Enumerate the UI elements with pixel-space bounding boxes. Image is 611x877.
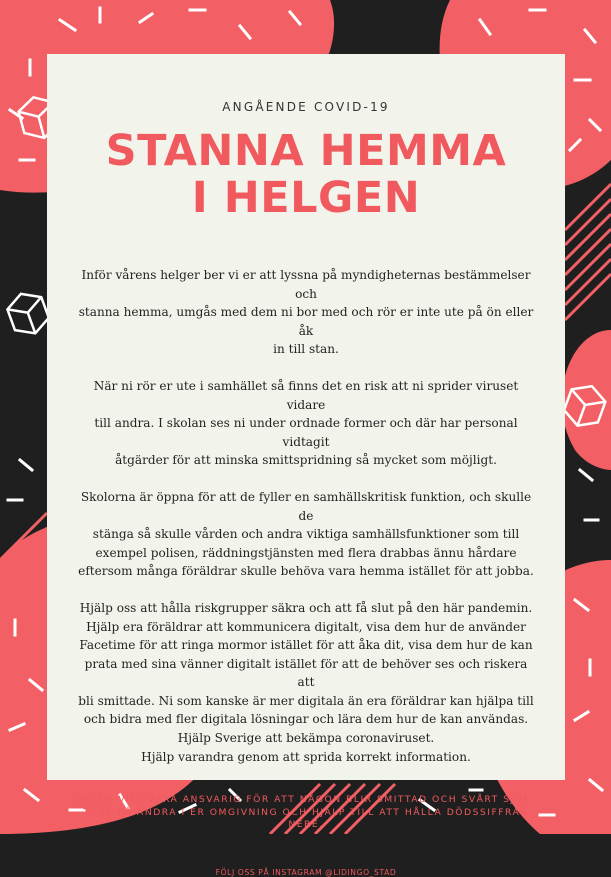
stripe-pattern-right xyxy=(565,184,611,320)
headline-line: I HELGEN xyxy=(191,173,421,223)
paragraph-line: in till stan. xyxy=(273,342,339,357)
paragraph-3 xyxy=(77,488,535,581)
paragraph-line: Hjälp varandra genom att sprida korrekt information. xyxy=(141,749,471,764)
paragraph-line: Hjälp oss att hålla riskgrupper säkra och att få slut på den här pandemin. xyxy=(79,600,533,615)
paragraph-line: Facetime för att ringa mormor istället för att åka dit, visa dem hur de kan xyxy=(79,638,533,653)
paragraph-line: bli smittade. Ni som kanske är mer digitala än era föräldrar kan hjälpa till xyxy=(78,693,534,708)
kicker: ANGÅENDE COVID-19 xyxy=(222,100,390,114)
instagram-follow-text: FÖLJ OSS PÅ INSTAGRAM @LIDINGO_STAD xyxy=(215,867,397,877)
paragraph-line: eftersom många föräldrar skulle behöva vara hemma istället för att jobba. xyxy=(78,564,534,579)
paragraph-line: Inför vårens helger ber vi er att lyssna på myndigheternas bestämmelser och xyxy=(81,268,531,301)
paragraph-4 xyxy=(77,599,535,766)
paragraph-line: och bidra med fler digitala lösningar och lära dem hur de kan användas. xyxy=(83,712,529,727)
paragraph-line: När ni rör er ute i samhället så finns det en risk att ni sprider viruset vidare xyxy=(93,378,519,412)
poster-card xyxy=(47,54,565,877)
paragraph-line: åtgärder för att minska smittspridning så mycket som möjligt. xyxy=(115,453,497,468)
paragraph-line: stänga så skulle vården och andra viktiga samhällsfunktioner som till xyxy=(92,527,520,542)
paragraph-line: prata med sina vänner digitalt istället för att de behöver ses och riskera att xyxy=(84,656,528,690)
paragraph-1 xyxy=(77,266,535,359)
cube-icon xyxy=(4,288,52,340)
paragraph-line: Hjälp era föräldrar att kommunicera digitalt, visa dem hur de använder xyxy=(86,619,526,634)
warning-text: INGEN VILL VARA ANSVARIG FÖR ATT NÅGON BLIR SMITTAD OCH SVÅRT SJUK. TÄNK PÅ ANDRA I ER OMGIVNING OCH HJÄLP TILL ATT HÅLLA DÖDSSIFFRAN NERE. xyxy=(77,794,535,831)
headline-line: STANNA HEMMA xyxy=(105,126,507,176)
paragraph-line: Hjälp Sverige att bekämpa coronaviruset. xyxy=(177,731,435,746)
paragraph-line: till andra. I skolan ses ni under ordnade former och där har personal vidtagit xyxy=(94,416,518,449)
headline xyxy=(77,128,535,222)
paragraph-line: exempel polisen, räddningstjänsten med flera drabbas ännu hårdare xyxy=(95,545,517,560)
paragraph-line: Skolorna är öppna för att de fyller en samhällskritisk funktion, och skulle de xyxy=(80,489,532,523)
paragraph-2 xyxy=(77,377,535,470)
paragraph-line: stanna hemma, umgås med dem ni bor med och rör er inte ute på ön eller åk xyxy=(78,305,534,338)
